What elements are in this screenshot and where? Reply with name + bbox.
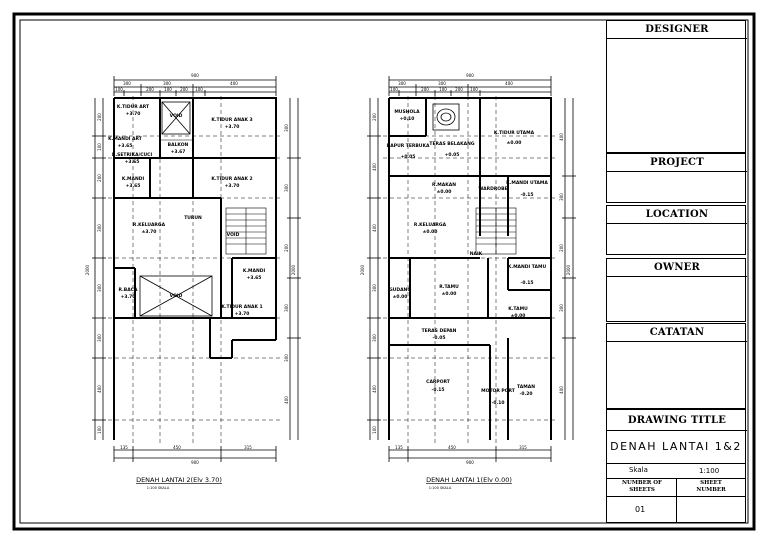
plan1-bottom-dim-3: 315 (519, 445, 527, 450)
plan1-left-dim-1: 200 (372, 113, 377, 121)
plan2-room-elev: +3.65 (124, 160, 140, 165)
location-box (606, 205, 746, 255)
plan1-room-name: K.TIDUR UTAMA (493, 131, 535, 136)
plan2-room-elev: ±3.70 (141, 230, 157, 235)
plan1-bottom-dim-2: 450 (448, 445, 456, 450)
plan2-room-name: K.MANDI (242, 269, 266, 274)
plan1-top-dim-2: 300 (438, 81, 446, 86)
catatan-heading: CATATAN (607, 324, 747, 342)
plan1-right-dim-4: 300 (559, 304, 564, 312)
plan2-bottom-dim-1: 135 (120, 445, 128, 450)
plan1-top-sub-2: 200 (421, 87, 429, 92)
plan1-top-sub-5: 100 (470, 87, 478, 92)
plan2-room-name: K.TIDUR ANAK 2 (211, 177, 253, 182)
project-box (606, 153, 746, 203)
plan2-bottom-dim-2: 450 (173, 445, 181, 450)
plan2-stair-label: TURUN (184, 216, 202, 221)
plan2-right-total: 2000 (291, 264, 296, 276)
plan2-top-sub-1: 100 (115, 87, 123, 92)
plan1-top-dim-1: 300 (398, 81, 406, 86)
plan1-room-name: K.MANDI TAMU (507, 265, 547, 270)
plan1-right-dim-3: 200 (559, 244, 564, 252)
plan1-room-elev: -0.15 (431, 388, 445, 393)
plan2-room-name: K.TIDUR ANAK 3 (211, 118, 253, 123)
plan1-bottom-dim-1: 135 (395, 445, 403, 450)
plan2-room-name: K.TIDUR ANAK 1 (221, 305, 263, 310)
plan1-bottom-total: 900 (466, 460, 474, 465)
number-of-sheets-value: 01 (635, 505, 646, 514)
plan2-left-dim-8: 100 (97, 426, 102, 434)
plan1-right-dim-2: 300 (559, 193, 564, 201)
scale-label: Skala (629, 466, 648, 474)
plan2-room-name: R.BACA (118, 288, 138, 293)
drawing-title-box (606, 409, 746, 523)
plan1-left-dim-2: 400 (372, 163, 377, 171)
plan2-room-elev: +3.70 (224, 125, 240, 130)
plan2-top-sub-5: 100 (195, 87, 203, 92)
plan1-scale-caption: 1:100 SKALA (428, 486, 452, 490)
plan2-left-dim-7: 400 (97, 385, 102, 393)
plan2-top-total: 900 (191, 73, 199, 78)
plan2-left-dim-6: 300 (97, 334, 102, 342)
plan1-room-name: TAMAN (517, 385, 535, 390)
plan2-left-dim-1: 200 (97, 113, 102, 121)
plan1-room-elev: -0.05 (432, 336, 446, 341)
plan1-room-elev: +0.10 (399, 117, 415, 122)
plan1-left-dim-7: 100 (372, 426, 377, 434)
plan1-left-dim-3: 400 (372, 224, 377, 232)
plan2-top-dim-3: 400 (230, 81, 238, 86)
plan2-caption: DENAH LANTAI 2(Elv 3.70) (136, 476, 222, 484)
plan2-room-name: VOID (169, 294, 183, 299)
plan2-room-name: R.SETRIKA/CUCI (111, 153, 153, 158)
plan2-room-name: VOID (226, 233, 240, 238)
plan1-room-name: MOTOR PORT (481, 389, 515, 394)
drawing-title-heading: DRAWING TITLE (607, 410, 747, 431)
catatan-box (606, 323, 746, 409)
plan1-room-name: CARPORT (426, 380, 450, 385)
plan1-top-sub-4: 200 (455, 87, 463, 92)
designer-heading: DESIGNER (607, 21, 747, 39)
sheet-number-label: SHEET NUMBER (696, 480, 726, 493)
plan2-room-name: K.TIDUR ART (116, 105, 150, 110)
plan1-right-dim-5: 400 (559, 386, 564, 394)
plan2-top-dim-1: 300 (123, 81, 131, 86)
plan2-top-dim-2: 300 (163, 81, 171, 86)
plan2-room-elev: +3.70 (120, 295, 136, 300)
plan2-right-dim-5: 300 (284, 354, 289, 362)
number-of-sheets-label: NUMBER OF SHEETS (622, 480, 662, 493)
plan1-top-total: 900 (466, 73, 474, 78)
plan2-right-dim-2: 300 (284, 184, 289, 192)
plan1-room-elev: +0.05 (400, 155, 416, 160)
plan1-left-total: 2000 (360, 264, 365, 276)
plan1-room-name: R.MAKAN (432, 183, 456, 188)
plan2-room-name: K.MANDI ART (108, 137, 142, 142)
plan2-room-elev: +3.67 (170, 150, 186, 155)
plan1-room-name: TERAS DEPAN (421, 329, 457, 334)
plan2-top-sub-2: 200 (146, 87, 154, 92)
plan1-room-name: DAPUR TERBUKA (386, 144, 430, 149)
plan1-stair-label: NAIK (469, 252, 483, 257)
designer-box (606, 20, 746, 153)
plan2-bottom-total: 900 (191, 460, 199, 465)
plan2-room-name: R.KELUARGA (132, 223, 166, 228)
plan2-right-dim-4: 300 (284, 304, 289, 312)
location-heading: LOCATION (607, 206, 747, 224)
plan2-right-dim-1: 300 (284, 124, 289, 132)
plan1-room-elev: ±0.00 (392, 295, 408, 300)
plan1-right-dim-1: 400 (559, 133, 564, 141)
plan2-room-elev: +3.70 (224, 184, 240, 189)
owner-heading: OWNER (607, 259, 747, 277)
plan1-room-elev: -0.15 (520, 193, 534, 198)
plan2-room-elev: +3.65 (125, 184, 141, 189)
plan2-left-total: 2000 (85, 264, 90, 276)
plan2-room-elev: +3.70 (125, 112, 141, 117)
plan1-caption: DENAH LANTAI 1(Elv 0.00) (426, 476, 512, 484)
plan1-top-dim-3: 400 (505, 81, 513, 86)
plan2-room-name: VOID (169, 114, 183, 119)
plan2-left-dim-3: 200 (97, 174, 102, 182)
plan1-room-name: K.MANDI UTAMA (506, 181, 548, 186)
plan1-room-elev: ±0.00 (510, 314, 526, 319)
plan1-room-name: TERAS BELAKANG (429, 142, 475, 147)
plan2-left-dim-4: 300 (97, 224, 102, 232)
plan1-wardrobe-label: WARDROBE (478, 187, 508, 192)
plan2-room-name: BALKON (167, 143, 189, 148)
owner-box (606, 258, 746, 322)
project-heading: PROJECT (607, 154, 747, 172)
plan1-top-sub-1: 100 (390, 87, 398, 92)
plan2-right-dim-6: 400 (284, 396, 289, 404)
plan1-room-elev: ±0.00 (441, 292, 457, 297)
plan1-room-elev: -0.10 (491, 401, 505, 406)
plan1-room-elev: ±0.00 (436, 190, 452, 195)
plan2-top-sub-4: 200 (180, 87, 188, 92)
plan2-room-elev: +3.65 (117, 144, 133, 149)
plan1-room-elev: -0.20 (519, 392, 533, 397)
plan1-room-elev: +0.05 (444, 153, 460, 158)
plan2-bottom-dim-3: 315 (244, 445, 252, 450)
plan2-scale-caption: 1:100 SKALA (146, 486, 170, 490)
plan1-room-name: R.TAMU (439, 285, 459, 290)
plan2-right-dim-3: 200 (284, 244, 289, 252)
plan2-room-elev: +3.70 (234, 312, 250, 317)
plan1-left-dim-4: 300 (372, 284, 377, 292)
drawing-name: DENAH LANTAI 1&2 (610, 440, 742, 453)
title-block (606, 20, 746, 523)
plan1-room-name: GUDANG (388, 288, 412, 293)
plan2-left-dim-5: 300 (97, 284, 102, 292)
plan1-room-name: R.KELUARGA (413, 223, 447, 228)
plan1-room-elev: -0.15 (520, 281, 534, 286)
plan1-left-dim-5: 300 (372, 334, 377, 342)
plan1-room-elev: ±0.00 (506, 141, 522, 146)
plan1-room-name: K.TAMU (508, 307, 528, 312)
plan2-top-sub-3: 100 (164, 87, 172, 92)
scale-value: 1:100 (699, 467, 720, 475)
plan1-room-elev: ±0.00 (422, 230, 438, 235)
plan1-right-total: 2000 (566, 264, 571, 276)
plan2-left-dim-2: 100 (97, 143, 102, 151)
plan1-top-sub-3: 100 (439, 87, 447, 92)
plan2-room-name: K.MANDI (121, 177, 145, 182)
plan1-room-name: MUSHOLA (394, 110, 420, 115)
plan2-room-elev: +3.65 (246, 276, 262, 281)
plan1-left-dim-6: 400 (372, 385, 377, 393)
